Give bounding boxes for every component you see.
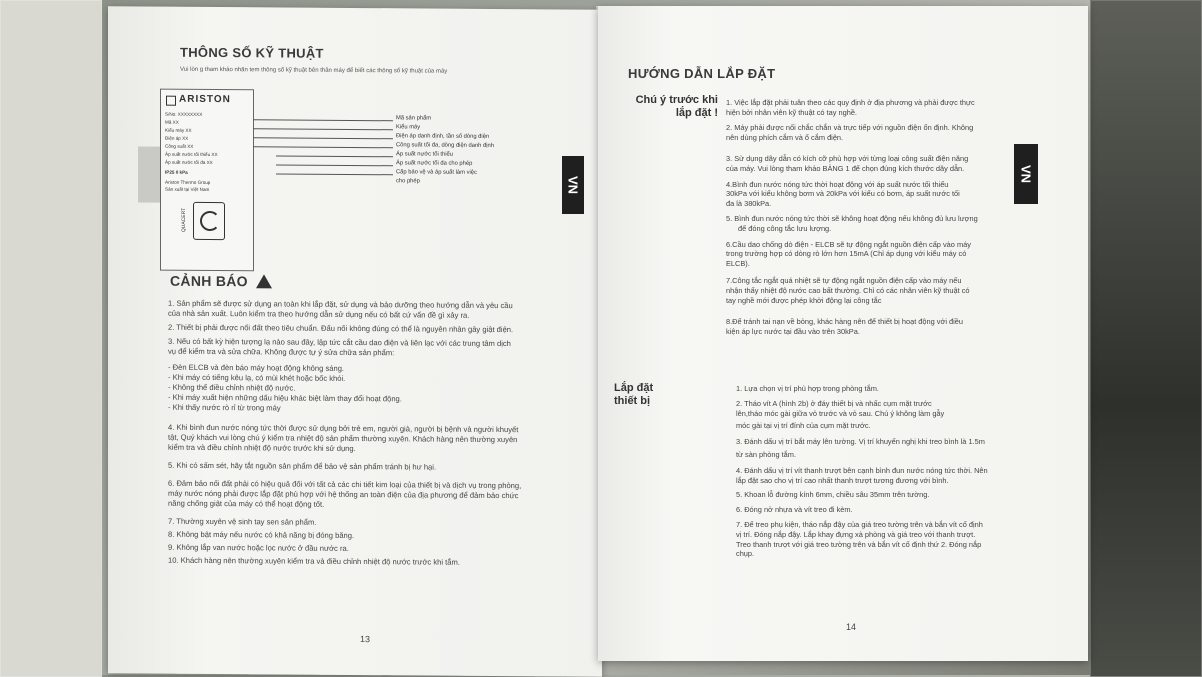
warning-line: - Khi máy có tiếng kêu lạ, có mùi khét hoặc bốc khói. xyxy=(168,372,346,383)
warning-line: - Đèn ELCB và đèn báo máy hoạt động không sáng. xyxy=(168,362,345,373)
step-line: 1. Lựa chọn vị trí phù hợp trong phòng tắm. xyxy=(736,384,879,393)
warning-line: 8. Không bật máy nếu nước có khả năng bị đóng băng. xyxy=(168,529,355,540)
label-row: Điện áp XX xyxy=(165,135,189,141)
note-line: 6.Cầu dao chống dò điện - ELCB sẽ tự động ngắt nguồn điện cấp vào máy xyxy=(726,239,971,249)
annotation-line xyxy=(276,164,393,166)
step-line: vị trí. Đóng nắp đậy. Lắp khay đựng xà phòng và giá treo với thanh trượt. xyxy=(736,529,976,539)
annotation-line xyxy=(276,173,393,175)
step-line: 7. Để treo phụ kiện, tháo nắp đậy của giá treo tường trên và bắn vít cố định xyxy=(736,519,983,529)
glass-surface xyxy=(1090,0,1202,677)
lang-tab-right: VN xyxy=(1014,144,1038,204)
warning-line: - Khi máy xuất hiện những dấu hiệu khác biệt làm thay đổi hoạt động. xyxy=(168,392,402,404)
install-heading xyxy=(614,382,678,408)
warning-line: máy nước nóng phải được lắp đặt phù hợp với hệ thống an toàn điện của địa phương để đảm bảo chức xyxy=(168,488,519,501)
label-row: IP25 0 kPa xyxy=(165,169,188,175)
note-line: 30kPa với kiểu không bơm và 20kPa với kiểu có bơm, áp suất nước tối xyxy=(726,189,960,199)
spec-intro: Vui lòn g tham khảo nhãn tem thông số kỹ thuật bên thân máy để biết các thông số kỹ thuật của máy xyxy=(180,66,448,75)
note-line: 2. Máy phải được nối chắc chắn và trực tiếp với nguồn điện ổn định. Không xyxy=(726,123,974,133)
annotation: Kiểu máy xyxy=(396,124,421,131)
warning-line: 1. Sản phẩm sẽ được sử dụng an toàn khi lắp đặt, sử dụng và bảo dưỡng theo hướng dẫn và yêu cầu xyxy=(168,298,513,311)
step-line: chụp. xyxy=(736,549,755,559)
warning-line: 10. Khách hàng nên thường xuyên kiểm tra và điều chỉnh nhiệt độ nước trước khi tắm. xyxy=(168,555,460,567)
label-brand: ARISTON xyxy=(179,93,231,106)
note-line: 4.Bình đun nước nóng tức thời hoạt động với áp suất nước tối thiểu xyxy=(726,179,949,189)
annotation-line xyxy=(253,137,393,139)
step-line: 6. Đóng nở nhựa và vít treo đi kèm. xyxy=(736,505,853,515)
annotation: cho phép xyxy=(396,178,420,185)
note-line: 5. Bình đun nước nóng tức thời sẽ không hoạt động nếu không đủ lưu lượng xyxy=(726,214,978,224)
step-line: 2. Tháo vít A (hình 2b) ở đáy thiết bị và nhấc cụm mặt trước xyxy=(736,398,932,408)
note-heading xyxy=(612,94,718,120)
label-row: Sản xuất tại Việt Nam xyxy=(165,186,210,192)
annotation: Điện áp danh định, tần số dòng điện xyxy=(396,133,490,140)
note-line: 1. Việc lắp đặt phải tuân theo các quy định ở địa phương và phải được thực xyxy=(726,98,975,107)
warning-line: 2. Thiết bị phải được nối đất theo tiêu chuẩn. Đấu nối không đúng có thể là nguyên nhân gây giật điện. xyxy=(168,322,514,335)
annotation: Mã sản phẩm xyxy=(396,115,432,122)
label-row: Áp suất nước tối đa XX xyxy=(165,159,213,166)
note-line: 7.Công tắc ngắt quá nhiệt sẽ tự động ngắt nguồn điện cấp vào máy nếu xyxy=(726,276,962,286)
warning-line: 3. Nếu có bất kỳ hiện tượng lạ nào sau đây, lập tức cắt cầu dao điện và liên lạc với các trung tâm dịch xyxy=(168,336,511,349)
left-lang-tab xyxy=(138,146,160,202)
step-line: từ sàn phòng tắm. xyxy=(736,449,797,459)
warning-title xyxy=(170,273,272,290)
warning-line: - Khi thấy nước rò rỉ từ trong máy xyxy=(168,402,281,413)
warning-line: 5. Khi có sấm sét, hãy tắt nguồn sản phẩm để bảo vệ sản phẩm tránh bị hư hại. xyxy=(168,460,437,472)
step-line: 4. Đánh dấu vị trí vít thanh trượt bên cạnh bình đun nước nóng tức thời. Nên xyxy=(736,465,988,475)
install-title: HƯỚNG DẪN LẮP ĐẶT xyxy=(628,66,776,81)
warning-line: - Không thể điều chỉnh nhiệt độ nước. xyxy=(168,382,296,393)
step-line: lên,tháo móc gài giữa vỏ trước và vỏ sau. Chú ý không làm gẫy xyxy=(736,408,945,418)
note-line: trong trường hợp có dòng rò lớn hơn 15mA (Chỉ áp dụng với kiểu máy có xyxy=(726,249,967,259)
page-number-right: 14 xyxy=(846,622,857,632)
step-line: lắp đặt sao cho vị trí cao nhất thanh trượt tương đương với bình. xyxy=(736,475,949,485)
note-line: ELCB). xyxy=(726,258,750,268)
warning-line: 7. Thường xuyên vệ sinh tay sen sản phẩm. xyxy=(168,516,317,527)
step-line: móc gài tại vị trí đính của cụm mặt trước. xyxy=(736,421,871,431)
left-page xyxy=(108,6,602,676)
cr-logo-icon xyxy=(200,211,220,231)
annotation: Cấp bảo vệ và áp suất làm việc xyxy=(396,169,477,176)
note-line: hiện bởi nhân viên kỹ thuật có tay nghề. xyxy=(726,107,857,117)
note-line: kiện áp lực nước tại đầu vào trên 30kPa. xyxy=(726,326,860,336)
floor-tile xyxy=(0,0,102,677)
warning-line: vụ để kiểm tra và sửa chữa. Không được tự ý sửa chữa sản phẩm: xyxy=(168,346,395,358)
warnings-list xyxy=(168,299,521,568)
annotation-line xyxy=(253,146,393,148)
annotation-line xyxy=(276,155,393,157)
step-line: 3. Đánh dấu vị trí bắt máy lên tường. Vị trí khuyến nghị khi treo bình là 1.5m xyxy=(736,437,985,447)
install-steps xyxy=(736,384,988,559)
note-heading-line: Chú ý trước khi xyxy=(635,94,718,106)
annotation-line xyxy=(253,119,393,121)
warning-line: kiểm tra và điều chỉnh nhiệt độ nước trước khi sử dụng. xyxy=(168,442,356,454)
note-line: của máy. Vui lòng tham khảo BẢNG 1 để chọn đúng kích thước dây dẫn. xyxy=(726,163,965,173)
warning-line: của nhà sản xuất. Luôn kiểm tra theo hướng dẫn sử dụng nếu có bất cứ vấn đề gì xảy ra. xyxy=(168,308,470,320)
label-row: S/No: XXXXXXXX xyxy=(165,111,203,117)
label-row: Mã XX xyxy=(165,119,179,125)
lang-tab-left: VN xyxy=(562,156,584,214)
note-line: tay nghề mới được phép khởi động lại công tắc xyxy=(726,295,882,305)
note-line: 3. Sử dụng dây dẫn có kích cỡ phù hợp với từng loại công suất điện năng xyxy=(726,154,969,164)
warning-line: 4. Khi bình đun nước nóng tức thời được sử dụng bởi trẻ em, người già, người bị bệnh và người khuyết xyxy=(168,422,519,435)
annotation: Áp suất nước tối thiểu xyxy=(396,151,453,158)
note-line: 8.Để tránh tai nạn về bỏng, khác hàng nên để thiết bị hoạt động với điều xyxy=(726,317,964,327)
label-row: Áp suất nước tối thiểu XX xyxy=(165,151,218,158)
note-heading-line: lắp đặt ! xyxy=(675,107,718,119)
annotation: Công suất tối đa, dòng điện danh định xyxy=(396,142,494,149)
warning-title-text: CẢNH BÁO xyxy=(170,272,248,290)
warning-line: năng chống giật của máy có thể hoạt động tốt. xyxy=(168,498,325,509)
spec-title: THÔNG SỐ KỸ THUẬT xyxy=(180,44,324,61)
note-line: nhận thấy nhiệt độ nước cao bất thường. Chỉ có các nhân viên kỹ thuật có xyxy=(726,285,970,295)
step-line: 5. Khoan lỗ đường kính 6mm, chiều sâu 35mm trên tường. xyxy=(736,490,930,500)
cr-certification-mark xyxy=(193,202,225,240)
note-line: đa là 380kPa. xyxy=(726,198,772,208)
note-line: để đóng công tắc lưu lượng. xyxy=(738,223,832,233)
warning-line: tật, Quý khách vui lòng chú ý kiểm tra nhiệt độ sản phẩm thường xuyên. Khách hàng nên thường xuyên xyxy=(168,432,518,445)
label-row: Kiểu máy XX xyxy=(165,127,192,133)
page-number-left: 13 xyxy=(360,634,371,645)
warning-line: 9. Không lắp van nước hoặc lọc nước ở đầu nước ra. xyxy=(168,542,349,553)
notes-list xyxy=(726,98,978,336)
install-heading-line: thiết bị xyxy=(614,395,651,407)
annotation-line xyxy=(253,128,393,130)
label-row: Ariston Thermo Group xyxy=(165,179,211,185)
warning-line: 6. Đảm bảo nối đất phải có hiệu quả đối với tất cả các chi tiết kim loại của thiết bị và dịch vụ trong phòng, xyxy=(168,478,522,491)
annotation: Áp suất nước tối đa cho phép xyxy=(396,160,473,167)
home-icon xyxy=(166,96,176,106)
step-line: Treo thanh trượt với giá treo tường trên và bắn vít cố định thứ 2. Đóng nắp xyxy=(736,539,982,549)
install-heading-line: Lắp đặt xyxy=(614,382,654,394)
cert-text: QUACERT xyxy=(181,207,187,233)
spec-label xyxy=(160,89,254,272)
warning-triangle-icon xyxy=(256,274,272,288)
right-page xyxy=(565,6,1088,661)
label-row: Công suất XX xyxy=(165,143,194,149)
note-line: nên dùng phích cắm và ổ cắm điện. xyxy=(726,132,844,142)
